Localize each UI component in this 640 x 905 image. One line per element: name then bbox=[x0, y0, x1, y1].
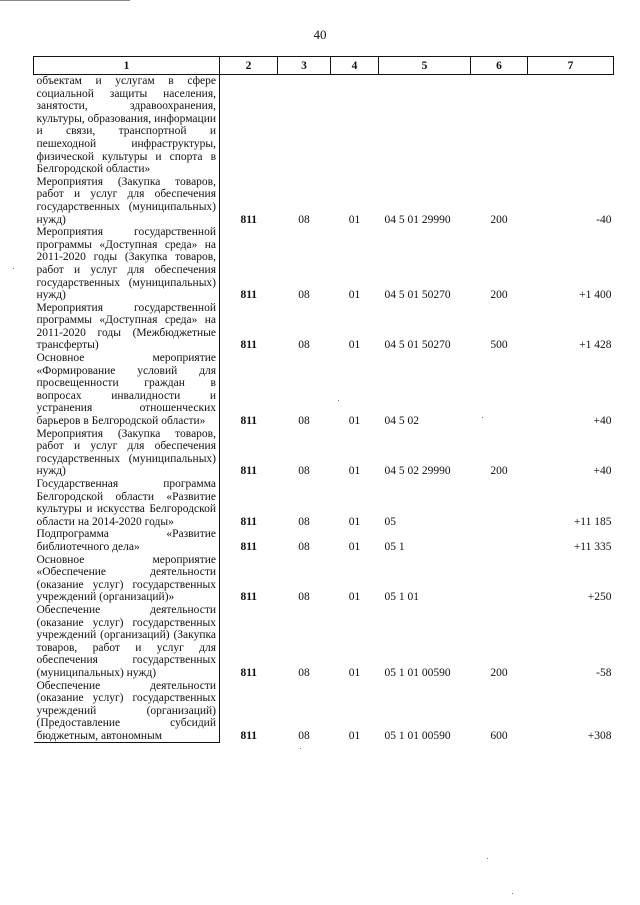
row-description: Мероприятия государственной программы «Доступная среда» на 2011-2020 годы (Закупка товаров, работ и услуг для обеспечения государственных (муниципальных) нужд) bbox=[34, 226, 220, 302]
row-cell-c7: +11 185 bbox=[573, 515, 612, 528]
header-col-6: 6 bbox=[471, 57, 528, 75]
row-cell-c6 bbox=[471, 75, 528, 176]
header-col-2: 2 bbox=[220, 57, 278, 75]
table-row bbox=[34, 302, 614, 352]
row-cell-c4: 01 bbox=[348, 339, 361, 352]
row-cell-c7: +1 428 bbox=[579, 339, 612, 352]
row-cell-c2: 811 bbox=[240, 591, 258, 604]
row-description: Основное мероприятие «Формирование условий для просвещенности граждан в вопросах инвалидности и устранения отношенческих барьеров в Белгородской области» bbox=[34, 352, 220, 428]
row-cell-c5: 04 5 01 29990 bbox=[384, 213, 451, 226]
row-cell-c2: 811 bbox=[240, 730, 258, 743]
row-cell-c5: 04 5 02 29990 bbox=[384, 465, 451, 478]
scan-speck bbox=[487, 858, 488, 859]
row-cell-c5: 05 1 bbox=[384, 540, 405, 553]
row-cell-c6: 200 bbox=[490, 289, 508, 302]
row-cell-c7: +40 bbox=[593, 415, 612, 428]
scan-speck bbox=[13, 268, 14, 269]
row-cell-c3: 08 bbox=[298, 666, 310, 679]
row-description: объектам и услугам в сфере социальной защиты населения, занятости, здравоохранения, культуры, образования, информации и связи, транспортной и пешеходной инфраструктуры, физической культуры и спорта в Белгородской области» bbox=[34, 75, 220, 176]
row-cell-c2: 811 bbox=[240, 339, 258, 352]
row-cell-c5: 05 1 01 00590 bbox=[384, 666, 451, 679]
row-cell-c2 bbox=[220, 75, 278, 176]
table-row bbox=[34, 352, 614, 428]
row-description: Мероприятия (Закупка товаров, работ и услуг для обеспечения государственных (муниципальных) нужд) bbox=[34, 176, 220, 226]
row-cell-c3: 08 bbox=[298, 289, 310, 302]
table-row bbox=[34, 75, 614, 176]
row-cell-c4: 01 bbox=[348, 415, 361, 428]
row-cell-c4: 01 bbox=[348, 515, 361, 528]
budget-table bbox=[33, 56, 614, 743]
row-description: Мероприятия государственной программы «Доступная среда» на 2011-2020 годы (Межбюджетные трансферты) bbox=[34, 302, 220, 352]
row-cell-c3: 08 bbox=[298, 465, 310, 478]
row-cell-c4: 01 bbox=[348, 213, 361, 226]
table-header-row bbox=[34, 57, 614, 75]
table-row bbox=[34, 176, 614, 226]
row-cell-c7: +250 bbox=[587, 591, 612, 604]
row-cell-c4 bbox=[331, 75, 379, 176]
row-cell-c3: 08 bbox=[298, 730, 310, 743]
table-row bbox=[34, 604, 614, 680]
header-col-1: 1 bbox=[34, 57, 220, 75]
scan-speck bbox=[300, 748, 301, 749]
row-cell-c2: 811 bbox=[240, 465, 258, 478]
row-cell-c7: +308 bbox=[587, 730, 612, 743]
row-cell-c5: 05 1 01 bbox=[384, 591, 419, 604]
row-cell-c2: 811 bbox=[240, 415, 258, 428]
row-cell-c6: 200 bbox=[490, 213, 508, 226]
row-cell-c3: 08 bbox=[298, 515, 310, 528]
row-description: Подпрограмма «Развитие библиотечного дела» bbox=[34, 528, 220, 553]
row-cell-c5: 04 5 02 bbox=[384, 415, 419, 428]
row-cell-c4: 01 bbox=[348, 465, 361, 478]
row-cell-c6 bbox=[471, 554, 528, 604]
row-cell-c6: 500 bbox=[490, 339, 508, 352]
row-cell-c3: 08 bbox=[298, 540, 310, 553]
scan-speck bbox=[512, 893, 513, 894]
row-cell-c6 bbox=[471, 352, 528, 428]
row-cell-c6: 200 bbox=[490, 465, 508, 478]
row-cell-c2: 811 bbox=[240, 666, 258, 679]
row-cell-c7: -58 bbox=[596, 666, 612, 679]
row-cell-c7: +40 bbox=[593, 465, 612, 478]
row-cell-c4: 01 bbox=[348, 591, 361, 604]
row-cell-c6: 600 bbox=[490, 730, 508, 743]
row-description: Обеспечение деятельности (оказание услуг) государственных учреждений (организаций) (Предоставление субсидий бюджетным, автономным bbox=[34, 680, 220, 743]
scan-speck bbox=[338, 400, 339, 401]
header-col-7: 7 bbox=[528, 57, 614, 75]
header-col-5: 5 bbox=[379, 57, 471, 75]
row-cell-c3: 08 bbox=[298, 213, 310, 226]
row-cell-c7 bbox=[528, 75, 614, 176]
row-cell-c4: 01 bbox=[348, 540, 361, 553]
row-cell-c2: 811 bbox=[240, 540, 258, 553]
row-cell-c3: 08 bbox=[298, 415, 310, 428]
row-description: Государственная программа Белгородской области «Развитие культуры и искусства Белгородской области на 2014-2020 годы» bbox=[34, 478, 220, 528]
row-description: Обеспечение деятельности (оказание услуг) государственных учреждений (организаций) (Закупка товаров, работ и услуг для обеспечения государственных (муниципальных) нужд) bbox=[34, 604, 220, 680]
table-row bbox=[34, 680, 614, 743]
table-body bbox=[34, 75, 614, 743]
row-description: Мероприятия (Закупка товаров, работ и услуг для обеспечения государственных (муниципальных) нужд) bbox=[34, 428, 220, 478]
row-description: Основное мероприятие «Обеспечение деятельности (оказание услуг) государственных учреждений (организаций)» bbox=[34, 554, 220, 604]
row-cell-c6 bbox=[471, 478, 528, 528]
row-cell-c5: 04 5 01 50270 bbox=[384, 339, 451, 352]
row-cell-c3 bbox=[278, 75, 331, 176]
page-number: 40 bbox=[313, 27, 327, 42]
row-cell-c4: 01 bbox=[348, 666, 361, 679]
row-cell-c7: +11 335 bbox=[573, 540, 612, 553]
row-cell-c6: 200 bbox=[490, 666, 508, 679]
row-cell-c5: 05 bbox=[384, 515, 396, 528]
row-cell-c6 bbox=[471, 528, 528, 553]
scan-speck bbox=[482, 417, 483, 418]
row-cell-c5: 05 1 01 00590 bbox=[384, 730, 451, 743]
row-cell-c4: 01 bbox=[348, 730, 361, 743]
header-col-4: 4 bbox=[331, 57, 379, 75]
row-cell-c4: 01 bbox=[348, 289, 361, 302]
row-cell-c7: +1 400 bbox=[579, 289, 612, 302]
row-cell-c7: -40 bbox=[596, 213, 612, 226]
row-cell-c5: 04 5 01 50270 bbox=[384, 289, 451, 302]
header-col-3: 3 bbox=[278, 57, 331, 75]
row-cell-c2: 811 bbox=[240, 289, 258, 302]
table-row bbox=[34, 226, 614, 302]
scan-edge-line bbox=[0, 0, 130, 1]
row-cell-c3: 08 bbox=[298, 591, 310, 604]
table-row bbox=[34, 428, 614, 478]
table-row bbox=[34, 478, 614, 528]
table-row bbox=[34, 528, 614, 553]
table-row bbox=[34, 554, 614, 604]
row-cell-c2: 811 bbox=[240, 515, 258, 528]
row-cell-c3: 08 bbox=[298, 339, 310, 352]
row-cell-c5 bbox=[379, 75, 471, 176]
row-cell-c2: 811 bbox=[240, 213, 258, 226]
